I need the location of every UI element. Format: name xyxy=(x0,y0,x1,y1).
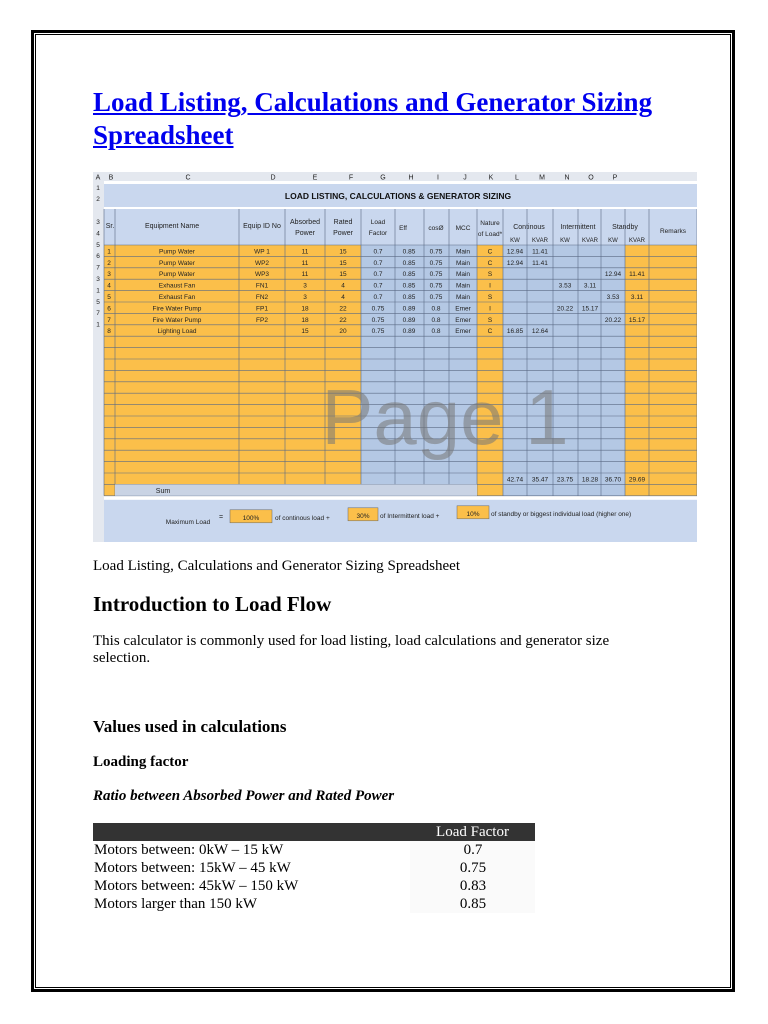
header-continuous: Continous xyxy=(513,224,545,231)
loading-factor-heading: Loading factor xyxy=(93,754,189,770)
cell-cos: 0.75 xyxy=(429,259,443,267)
row-number: 1 xyxy=(96,321,100,329)
row-number: 3 xyxy=(96,219,100,226)
cell-abs: 15 xyxy=(301,328,309,336)
row-number: 2 xyxy=(96,196,100,203)
cell-mcc: Main xyxy=(455,282,471,290)
header-sr: Sr. xyxy=(105,223,115,230)
cell-eff: 0.85 xyxy=(402,271,416,279)
cell-ckvar: 12.64 xyxy=(531,328,549,336)
header-load-factor: Factor xyxy=(368,230,388,237)
header-equip-id: Equip ID No xyxy=(243,223,281,230)
sum-value: 36.70 xyxy=(604,476,622,484)
sum-value: 35.47 xyxy=(531,476,549,484)
title-link[interactable]: Load Listing, Calculations and Generator Sizing Spreadsheet xyxy=(93,87,653,150)
cell-skvar: 11.41 xyxy=(629,271,645,279)
cell-name: Fire Water Pump xyxy=(152,316,202,324)
page-content xyxy=(93,86,703,152)
sum-value: 42.74 xyxy=(506,476,524,484)
cell-name: Exhaust Fan xyxy=(158,282,196,290)
cell-ckvar: 11.41 xyxy=(532,248,548,256)
cell-abs: 3 xyxy=(303,282,307,290)
cell-cos: 0.75 xyxy=(429,248,443,256)
cell-eff: 0.89 xyxy=(402,328,416,336)
header-subunit: KVAR xyxy=(582,238,598,244)
image-caption: Load Listing, Calculations and Generator Sizing Spreadsheet xyxy=(93,558,460,574)
column-letter-strip xyxy=(93,172,697,181)
column-letter: G xyxy=(380,174,386,182)
page-watermark: Page 1 xyxy=(321,373,569,461)
cell-skw: 20.22 xyxy=(604,316,622,324)
ratio-heading: Ratio between Absorbed Power and Rated Power xyxy=(93,788,395,804)
cell-mcc: Emer xyxy=(455,328,471,336)
cell-lf: 0.7 xyxy=(373,271,383,279)
cell-id: WP3 xyxy=(254,271,270,279)
cell-id: WP2 xyxy=(254,259,270,267)
header-nature: Nature xyxy=(480,220,500,227)
row-number: 6 xyxy=(96,253,100,261)
footer-text-1: of continous load + xyxy=(275,514,330,522)
cell-sr: 8 xyxy=(107,328,111,336)
footer-pct-2: 30% xyxy=(356,512,370,520)
footer-text-2: of Intermittent load + xyxy=(380,512,440,520)
cell-ikw: 20.22 xyxy=(556,305,574,313)
cell-abs: 18 xyxy=(301,316,309,324)
cell-abs: 11 xyxy=(301,248,309,256)
header-subunit: KW xyxy=(560,238,570,244)
row-value: 0.75 xyxy=(410,859,535,877)
cell-ckvar: 11.41 xyxy=(532,259,548,267)
cell-mcc: Main xyxy=(455,271,471,279)
cell-lf: 0.75 xyxy=(371,305,385,313)
cell-lf: 0.7 xyxy=(373,259,383,267)
footer-pct-1: 100% xyxy=(242,514,260,522)
cell-nat: C xyxy=(487,259,493,267)
header-equipment: Equipment Name xyxy=(145,223,200,230)
spreadsheet-svg xyxy=(93,172,697,542)
header-eff: Eff xyxy=(399,225,407,232)
table-row xyxy=(93,841,535,859)
table-header-load-factor: Load Factor xyxy=(410,823,535,841)
header-mcc: MCC xyxy=(455,225,471,232)
cell-mcc: Emer xyxy=(455,316,471,324)
cell-cos: 0.75 xyxy=(429,282,443,290)
header-intermittent: Intermittent xyxy=(560,224,596,231)
column-letter: E xyxy=(312,174,318,182)
cell-id: FN1 xyxy=(255,282,269,290)
table-row xyxy=(93,877,535,895)
cell-mcc: Main xyxy=(455,259,471,267)
row-value: 0.83 xyxy=(410,877,535,895)
cell-name: Pump Water xyxy=(159,271,195,279)
cell-eff: 0.85 xyxy=(402,248,416,256)
cell-lf: 0.7 xyxy=(373,294,383,301)
column-letter: L xyxy=(515,174,519,182)
cell-sr: 3 xyxy=(107,271,111,279)
column-letter: N xyxy=(564,174,570,182)
cell-lf: 0.75 xyxy=(371,316,385,324)
row-number: 1 xyxy=(96,287,100,295)
row-label: Motors between: 0kW – 15 kW xyxy=(93,841,410,859)
sum-value: 18.28 xyxy=(581,476,599,484)
cell-id: FN2 xyxy=(255,294,269,301)
cell-sr: 4 xyxy=(107,282,111,290)
footer-pct-3: 10% xyxy=(466,510,480,518)
header-cos: cosØ xyxy=(428,225,444,232)
cell-name: Lighting Load xyxy=(157,328,197,336)
cell-sr: 1 xyxy=(107,248,111,256)
cell-name: Pump Water xyxy=(159,248,195,256)
cell-nat: C xyxy=(487,328,493,336)
cell-eff: 0.85 xyxy=(402,294,416,301)
row-number: 7 xyxy=(96,264,100,272)
cell-rated: 22 xyxy=(339,316,347,324)
banner-title: LOAD LISTING, CALCULATIONS & GENERATOR SIZING xyxy=(284,191,512,201)
values-heading: Values used in calculations xyxy=(93,717,287,736)
row-number: 1 xyxy=(96,185,100,192)
row-label: Motors larger than 150 kW xyxy=(93,895,410,913)
cell-ckw: 16.85 xyxy=(506,328,524,336)
column-letter: J xyxy=(463,174,467,182)
column-letter: A xyxy=(95,174,101,182)
row-number: 3 xyxy=(96,276,100,283)
footer-label: Maximum Load xyxy=(165,518,211,526)
header-absorbed: Power xyxy=(295,230,315,237)
table-row xyxy=(93,859,535,877)
cell-ikvar: 3.11 xyxy=(583,282,597,290)
cell-cos: 0.8 xyxy=(431,328,441,336)
sum-label: Sum xyxy=(155,487,171,495)
column-letter: B xyxy=(108,174,114,182)
sum-value: 23.75 xyxy=(556,476,574,484)
cell-sr: 6 xyxy=(107,305,111,313)
cell-cos: 0.8 xyxy=(431,316,441,324)
cell-skvar: 15.17 xyxy=(628,316,646,324)
row-number: 4 xyxy=(96,230,100,238)
cell-id: FP1 xyxy=(256,305,268,313)
row-number: 5 xyxy=(96,298,100,306)
cell-cos: 0.75 xyxy=(429,294,443,301)
header-rated: Power xyxy=(333,230,353,237)
column-letter: K xyxy=(488,174,494,182)
header-subunit: KW xyxy=(608,238,618,244)
cell-id: WP 1 xyxy=(254,248,270,256)
row-value: 0.85 xyxy=(410,895,535,913)
cell-name: Exhaust Fan xyxy=(158,294,196,301)
cell-lf: 0.7 xyxy=(373,248,383,256)
sum-value: 29.69 xyxy=(628,476,646,484)
intro-paragraph: This calculator is commonly used for load listing, load calculations and generator size selection. xyxy=(93,633,610,666)
cell-mcc: Emer xyxy=(455,305,471,313)
header-load-factor: Load xyxy=(370,219,386,226)
header-standby: Standby xyxy=(612,224,638,231)
cell-abs: 3 xyxy=(303,294,307,301)
cell-rated: 4 xyxy=(341,294,345,301)
cell-nat: S xyxy=(487,316,493,324)
column-letter: F xyxy=(348,174,354,182)
cell-cos: 0.8 xyxy=(431,305,441,313)
cell-skw: 3.53 xyxy=(606,294,620,301)
table-header-row xyxy=(93,823,535,841)
row-label: Motors between: 15kW – 45 kW xyxy=(93,859,410,877)
cell-nat: I xyxy=(489,305,491,313)
footer-text-3: of standby or biggest individual load (higher one) xyxy=(491,510,632,518)
cell-id: FP2 xyxy=(256,316,268,324)
table-row xyxy=(93,895,535,913)
cell-abs: 18 xyxy=(301,305,309,313)
header-subunit: KVAR xyxy=(532,238,548,244)
cell-ckw: 12.94 xyxy=(506,259,524,267)
row-number: 5 xyxy=(96,241,100,249)
column-letter: M xyxy=(539,174,545,182)
cell-ikvar: 15.17 xyxy=(581,305,599,313)
cell-ikw: 3.53 xyxy=(558,282,572,290)
footer-eq: = xyxy=(218,513,224,521)
intro-heading: Introduction to Load Flow xyxy=(93,592,332,616)
row-label: Motors between: 45kW – 150 kW xyxy=(93,877,410,895)
column-letter: H xyxy=(408,174,414,182)
row-number: 7 xyxy=(96,310,100,318)
cell-cos: 0.75 xyxy=(429,271,443,279)
cell-nat: S xyxy=(487,271,493,279)
cell-mcc: Main xyxy=(455,248,471,256)
cell-mcc: Main xyxy=(455,294,471,301)
load-factor-table xyxy=(93,823,535,913)
cell-sr: 2 xyxy=(107,259,111,267)
cell-ckw: 12.94 xyxy=(506,248,524,256)
cell-lf: 0.7 xyxy=(373,282,383,290)
cell-skw: 12.94 xyxy=(604,271,622,279)
cell-skvar: 3.11 xyxy=(630,294,644,301)
header-remarks: Remarks xyxy=(659,228,687,235)
cell-eff: 0.89 xyxy=(402,316,416,324)
cell-eff: 0.85 xyxy=(402,282,416,290)
cell-nat: C xyxy=(487,248,493,256)
cell-rated: 4 xyxy=(341,282,345,290)
cell-lf: 0.75 xyxy=(371,328,385,336)
cell-rated: 20 xyxy=(339,328,347,336)
cell-nat: S xyxy=(487,294,493,301)
cell-nat: I xyxy=(489,282,491,290)
column-letter: C xyxy=(185,174,191,182)
cell-sr: 5 xyxy=(107,294,111,301)
column-letter: O xyxy=(588,174,594,182)
header-subunit: KW xyxy=(510,238,520,244)
cell-eff: 0.85 xyxy=(402,259,416,267)
header-rated: Rated xyxy=(333,219,353,226)
column-letter: P xyxy=(612,174,618,182)
table-header-empty xyxy=(93,823,410,841)
cell-abs: 11 xyxy=(301,271,309,279)
cell-rated: 15 xyxy=(339,248,347,256)
header-subunit: KVAR xyxy=(629,238,645,244)
cell-name: Fire Water Pump xyxy=(152,305,202,313)
column-letter: I xyxy=(437,174,439,182)
cell-rated: 15 xyxy=(339,259,347,267)
cell-sr: 7 xyxy=(107,316,111,324)
spreadsheet-image xyxy=(93,172,697,542)
header-nature: of Load* xyxy=(477,231,503,238)
cell-rated: 15 xyxy=(339,271,347,279)
cell-rated: 22 xyxy=(339,305,347,313)
cell-name: Pump Water xyxy=(159,259,195,267)
row-value: 0.7 xyxy=(410,841,535,859)
cell-abs: 11 xyxy=(301,259,309,267)
column-letter: D xyxy=(270,174,276,182)
header-absorbed: Absorbed xyxy=(290,219,320,226)
cell-eff: 0.89 xyxy=(402,305,416,313)
